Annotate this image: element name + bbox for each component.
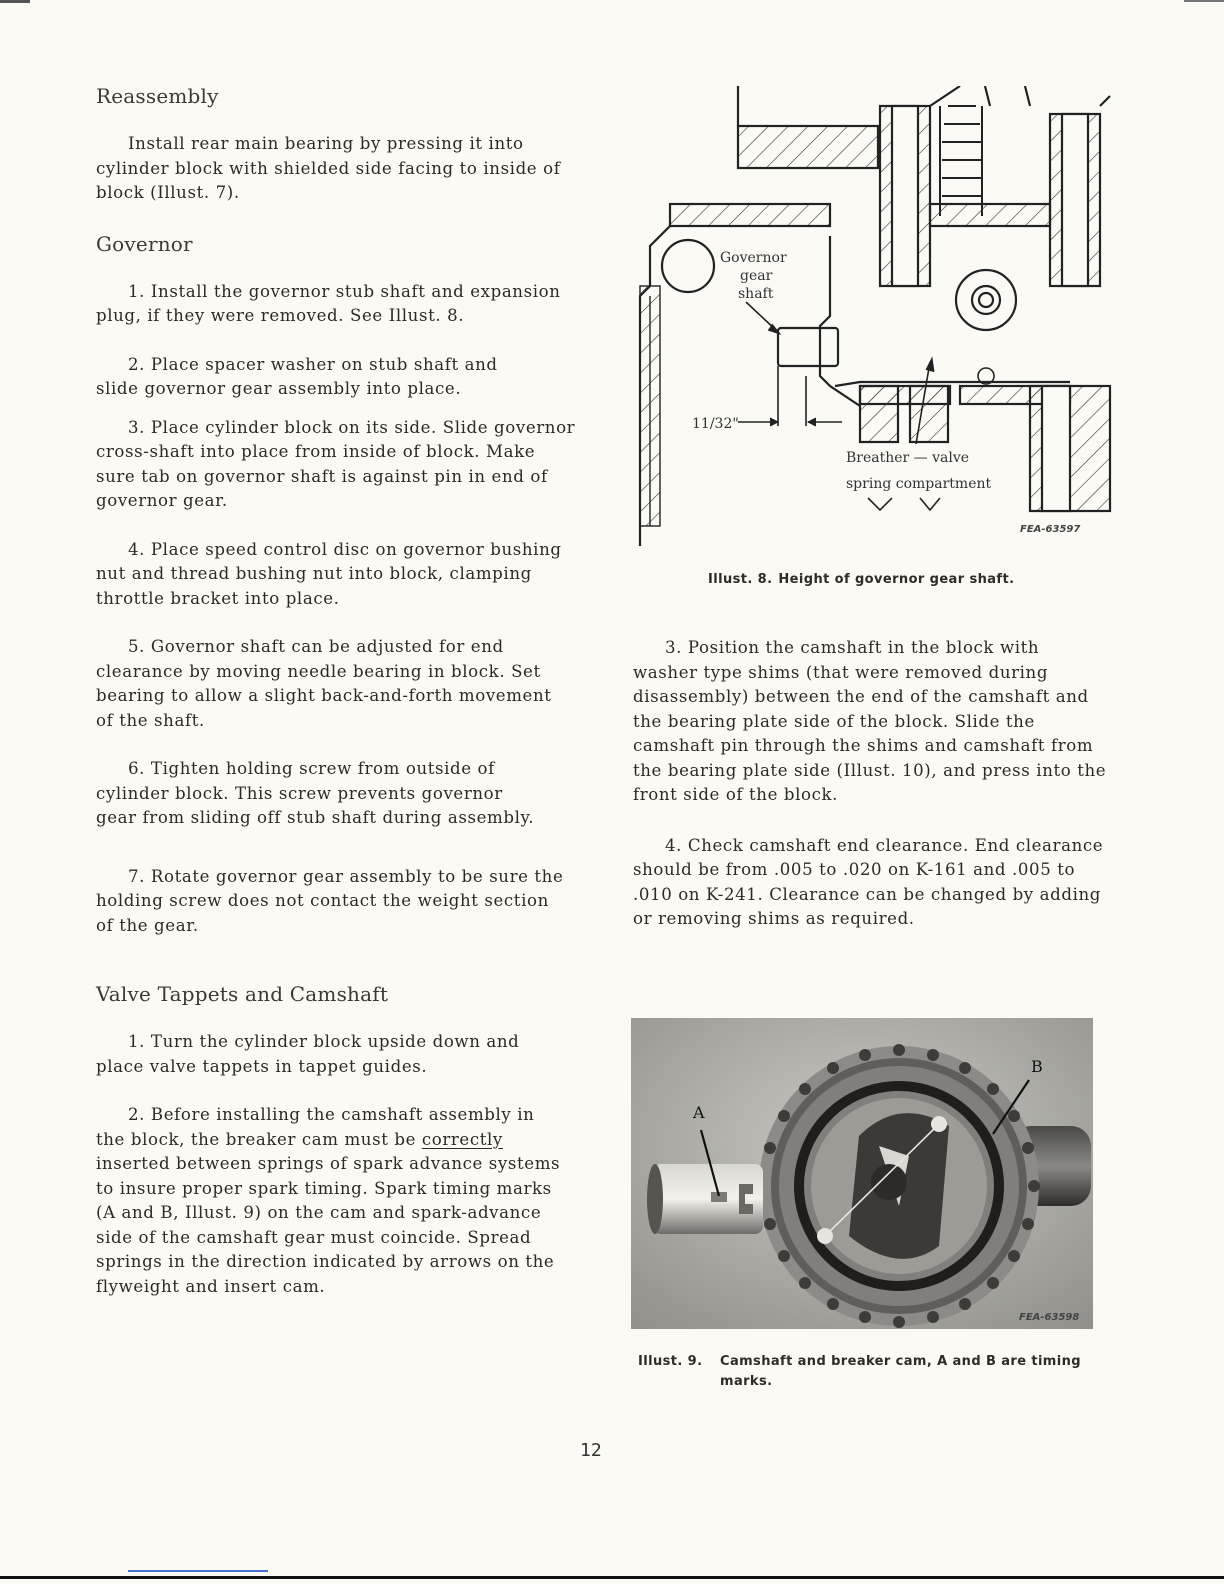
left-column (96, 84, 586, 1299)
figure-9-label-a: A (693, 1103, 705, 1122)
section-heading-valve-tappets: Valve Tappets and Camshaft (96, 982, 389, 1006)
figure-8-label-breather: Breather — valve (846, 450, 970, 466)
figure-9-caption-label: Illust. 9. (638, 1354, 703, 1369)
governor-step-1: 1. Install the governor stub shaft and expansion plug, if they were removed. See Illust. 8. (96, 281, 561, 325)
scan-edge-mark (1184, 0, 1224, 2)
governor-step-6: 6. Tighten holding screw from outside of cylinder block. This screw prevents governor gear from sliding off stub shaft during assembly. (96, 759, 535, 827)
scan-edge-mark (0, 0, 30, 3)
figure-8-id: FEA-63597 (1020, 524, 1081, 535)
valve-step-4: 4. Check camshaft end clearance. End clearance should be from .005 to .020 on K-161 and .005 to .010 on K-241. Clearance can be changed by adding or removing shims as required. (633, 835, 1104, 928)
section-heading-governor: Governor (96, 231, 193, 256)
figure-8-label-governor: Governor (720, 250, 787, 266)
reassembly-paragraph: Install rear main bearing by pressing it into cylinder block with shielded side facing to inside of block (Illust. 7). (96, 134, 561, 202)
figure-8-label-shaft: shaft (738, 286, 774, 302)
valve-step-2-text: 2. Before installing the camshaft assembly in the block, the breaker cam must be (96, 1105, 535, 1149)
valve-step-2-text-rest: inserted between springs of spark advance systems to insure proper spark timing. Spark timing marks (A and B, Illust. 9) on the cam and spark-advance side of the camshaft gear must coincide. Spread springs in the direction indicated by arrows on the flyweight and insert cam. (96, 1154, 561, 1296)
valve-step-3: 3. Position the camshaft in the block with washer type shims (that were removed during disassembly) between the end of the camshaft and the bearing plate side of the block. Slide the camshaft pin through the shims and camshaft from the bearing plate side (Illust. 10), and press into the front side of the block. (633, 638, 1107, 804)
governor-step-5: 5. Governor shaft can be adjusted for end clearance by moving needle bearing in block. Set bearing to allow a slight back-and-forth movement of the shaft. (96, 637, 552, 730)
figure-9-photo (631, 1018, 1093, 1329)
figure-8-label-dimension: 11/32" (692, 416, 739, 432)
figure-8-caption (708, 572, 1014, 587)
governor-step-3: 3. Place cylinder block on its side. Slide governor cross-shaft into place from inside of block. Make sure tab on governor shaft is against pin in end of governor gear. (96, 417, 576, 510)
governor-step-4: 4. Place speed control disc on governor bushing nut and thread bushing nut into block, clamping throttle bracket into place. (96, 539, 562, 608)
figure-9-label-b: B (1031, 1057, 1043, 1076)
page-bottom-rule (0, 1576, 1224, 1579)
scan-edge-mark (128, 1570, 268, 1572)
figure-8-diagram (630, 86, 1120, 546)
figure-8-caption-label: Illust. 8. (708, 572, 773, 587)
valve-step-1: 1. Turn the cylinder block upside down and place valve tappets in tappet guides. (96, 1032, 520, 1076)
page-number: 12 (580, 1440, 602, 1461)
section-heading-reassembly: Reassembly (96, 84, 219, 108)
valve-step-2-emphasis: correctly (421, 1129, 503, 1149)
figure-9-id: FEA-63598 (1019, 1312, 1080, 1323)
figure-8-label-spring-compartment: spring compartment (846, 476, 992, 492)
governor-step-2: 2. Place spacer washer on stub shaft and slide governor gear assembly into place. (96, 354, 498, 398)
figure-8-label-gear: gear (740, 268, 773, 284)
figure-9-caption (638, 1352, 1098, 1392)
valve-step-2 (96, 1103, 562, 1299)
governor-step-7: 7. Rotate governor gear assembly to be sure the holding screw does not contact the weight section of the gear. (96, 866, 564, 935)
figure-8-caption-text: Height of governor gear shaft. (778, 572, 1015, 587)
right-column (633, 636, 1113, 932)
figure-9-caption-text: Camshaft and breaker cam, A and B are timing marks. (720, 1354, 1081, 1389)
